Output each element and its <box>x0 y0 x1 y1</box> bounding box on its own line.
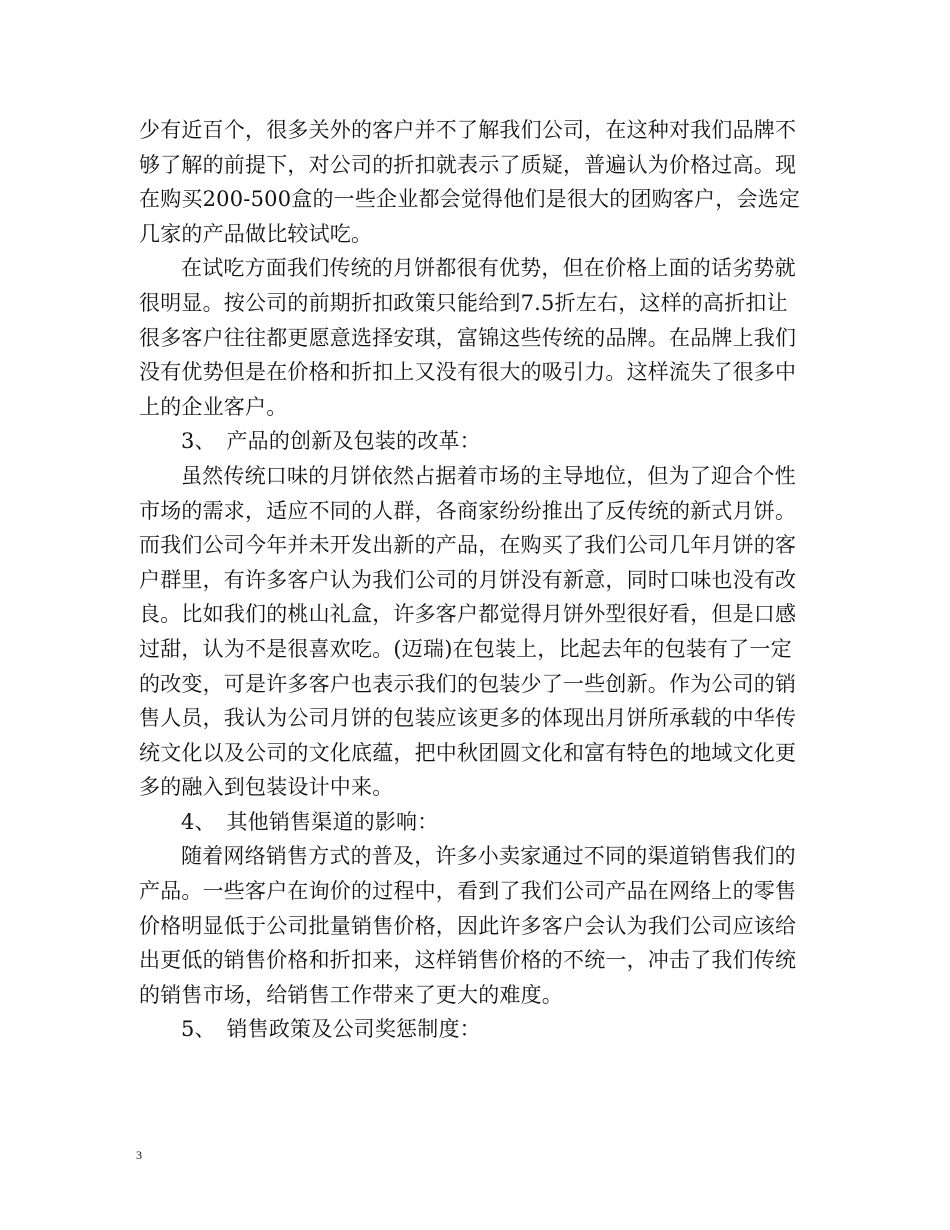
text-line: 很多客户往往都更愿意选择安琪，富锦这些传统的品牌。在品牌上我们 <box>139 325 797 350</box>
text-line: 售人员，我认为公司月饼的包装应该更多的体现出月饼所承载的中华传 <box>139 706 797 731</box>
text-line: 的改变，可是许多客户也表示我们的包装少了一些创新。作为公司的销 <box>139 671 797 696</box>
section-heading: 4、 其他销售渠道的影响： <box>181 809 439 834</box>
text-line: 上的企业客户。 <box>139 394 288 419</box>
text-line: 少有近百个，很多关外的客户并不了解我们公司，在这种对我们品牌不 <box>139 118 797 142</box>
section-heading: 5、 销售政策及公司奖惩制度： <box>181 1017 481 1042</box>
paragraph-first-line: 在试吃方面我们传统的月饼都很有优势，但在价格上面的话劣势就 <box>181 256 796 281</box>
text-line: 市场的需求，适应不同的人群，各商家纷纷推出了反传统的新式月饼。 <box>139 498 797 523</box>
text-line: 没有优势但是在价格和折扣上又没有很大的吸引力。这样流失了很多中 <box>139 360 797 385</box>
body-text <box>139 113 829 1047</box>
text-line: 而我们公司今年并未开发出新的产品，在购买了我们公司几年月饼的客 <box>139 533 797 558</box>
text-line: 够了解的前提下，对公司的折扣就表示了质疑，普遍认为价格过高。现 <box>139 152 797 177</box>
text-line: 统文化以及公司的文化底蕴，把中秋团圆文化和富有特色的地域文化更 <box>139 740 797 765</box>
text-line: 户群里，有许多客户认为我们公司的月饼没有新意，同时口味也没有改 <box>139 567 797 592</box>
text-line: 的销售市场，给销售工作带来了更大的难度。 <box>139 982 563 1007</box>
text-line: 价格明显低于公司批量销售价格，因此许多客户会认为我们公司应该给 <box>139 913 797 938</box>
text-line: 过甜，认为不是很喜欢吃。(迈瑞)在包装上，比起去年的包装有了一定 <box>139 636 792 661</box>
text-line: 多的融入到包装设计中来。 <box>139 775 394 800</box>
text-line: 几家的产品做比较试吃。 <box>139 221 373 246</box>
paragraph-first-line: 虽然传统口味的月饼依然占据着市场的主导地位，但为了迎合个性 <box>181 463 796 488</box>
text-line: 出更低的销售价格和折扣来，这样销售价格的不统一，冲击了我们传统 <box>139 948 797 973</box>
text-line: 很明显。按公司的前期折扣政策只能给到7.5折左右，这样的高折扣让 <box>139 290 788 315</box>
text-line: 良。比如我们的桃山礼盒，许多客户都觉得月饼外型很好看，但是口感 <box>139 602 797 627</box>
section-heading: 3、 产品的创新及包装的改革： <box>181 429 481 454</box>
text-line: 产品。一些客户在询价的过程中，看到了我们公司产品在网络上的零售 <box>139 879 797 904</box>
page-number: 3 <box>136 1148 142 1162</box>
paragraph-first-line: 随着网络销售方式的普及，许多小卖家通过不同的渠道销售我们的 <box>181 844 796 869</box>
text-line: 在购买200-500盒的一些企业都会觉得他们是很大的团购客户，会选定 <box>139 187 801 212</box>
